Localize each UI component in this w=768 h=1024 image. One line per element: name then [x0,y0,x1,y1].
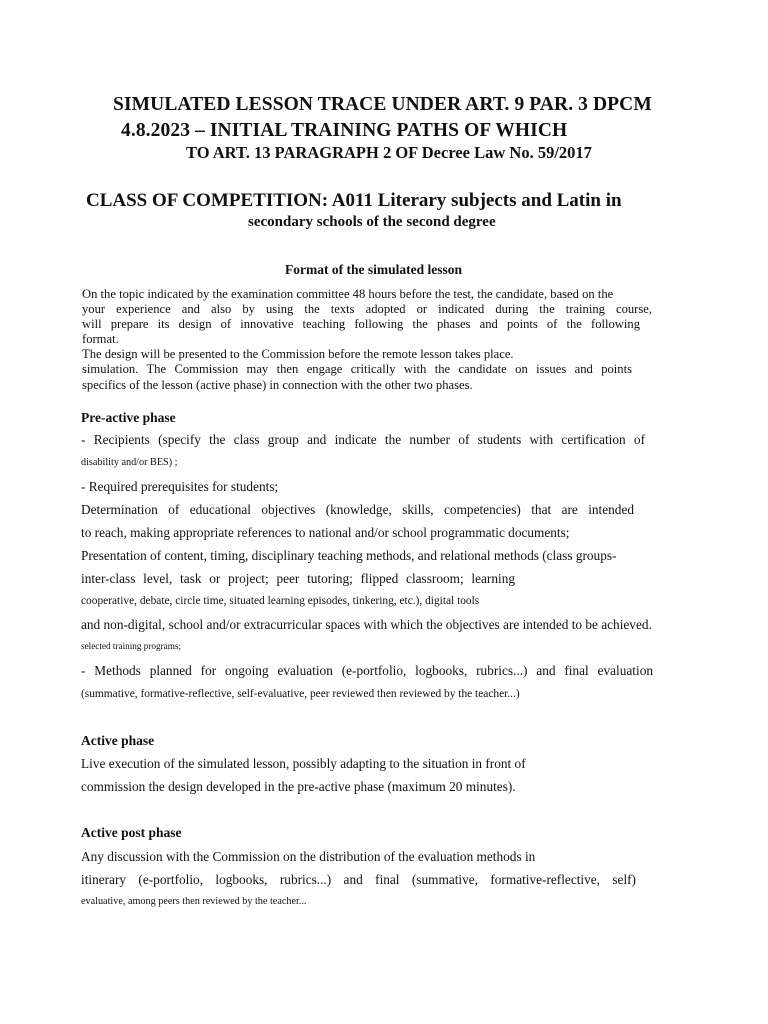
post-active-line-2: itinerary (e-portfolio, logbooks, rubrics...) and final (summative, formative-reflective, self) [81,872,636,887]
header-line-1: SIMULATED LESSON TRACE UNDER ART. 9 PAR. 3 DPCM [113,94,652,115]
pre-active-line-7: inter-class level, task or project; peer tutoring; flipped classroom; learning [81,571,515,586]
competition-class-line-2: secondary schools of the second degree [248,214,496,230]
pre-active-line-5: to reach, making appropriate references to national and/or school programmatic documents; [81,525,570,540]
active-heading: Active phase [81,733,155,748]
pre-active-line-4: Determination of educational objectives (knowledge, skills, competencies) that are intended [81,502,634,517]
format-line-2: your experience and also by using the texts adopted or indicated during the training course, [82,302,652,316]
format-line-7: specifics of the lesson (active phase) in connection with the other two phases. [82,378,473,392]
post-active-heading: Active post phase [81,825,182,840]
pre-active-line-8: cooperative, debate, circle time, situated learning episodes, tinkering, etc.), digital tools [81,595,480,607]
format-heading: Format of the simulated lesson [285,262,462,277]
format-line-5: The design will be presented to the Commission before the remote lesson takes place. [82,347,514,361]
format-line-4: format. [82,332,119,346]
pre-active-line-1: - Recipients (specify the class group and indicate the number of students with certification of [81,432,645,447]
post-active-line-3: evaluative, among peers then reviewed by the teacher... [81,896,307,907]
pre-active-line-10: selected training programs; [81,641,182,651]
active-line-2: commission the design developed in the pre-active phase (maximum 20 minutes). [81,779,516,794]
pre-active-line-2: disability and/or BES) ; [81,457,178,468]
pre-active-heading: Pre-active phase [81,410,176,425]
header-line-2: 4.8.2023 – INITIAL TRAINING PATHS OF WHICH [121,120,568,141]
pre-active-line-6: Presentation of content, timing, disciplinary teaching methods, and relational methods (class groups- [81,548,617,563]
pre-active-line-11: - Methods planned for ongoing evaluation (e-portfolio, logbooks, rubrics...) and final evaluation [81,663,653,678]
post-active-line-1: Any discussion with the Commission on the distribution of the evaluation methods in [81,849,536,864]
format-line-6: simulation. The Commission may then engage critically with the candidate on issues and points [82,362,632,376]
pre-active-line-3: - Required prerequisites for students; [81,479,279,494]
competition-class-line-1: CLASS OF COMPETITION: A011 Literary subjects and Latin in [86,190,622,211]
format-line-1: On the topic indicated by the examination committee 48 hours before the test, the candidate, based on the [82,287,614,301]
pre-active-line-9: and non-digital, school and/or extracurricular spaces with which the objectives are intended to be achieved. [81,617,652,632]
pre-active-line-12: (summative, formative-reflective, self-evaluative, peer reviewed then reviewed by the teacher...) [81,688,520,700]
active-line-1: Live execution of the simulated lesson, possibly adapting to the situation in front of [81,756,526,771]
header-line-3: TO ART. 13 PARAGRAPH 2 OF Decree Law No. 59/2017 [186,143,592,162]
format-line-3: will prepare its design of innovative teaching following the phases and points of the following [82,317,640,331]
